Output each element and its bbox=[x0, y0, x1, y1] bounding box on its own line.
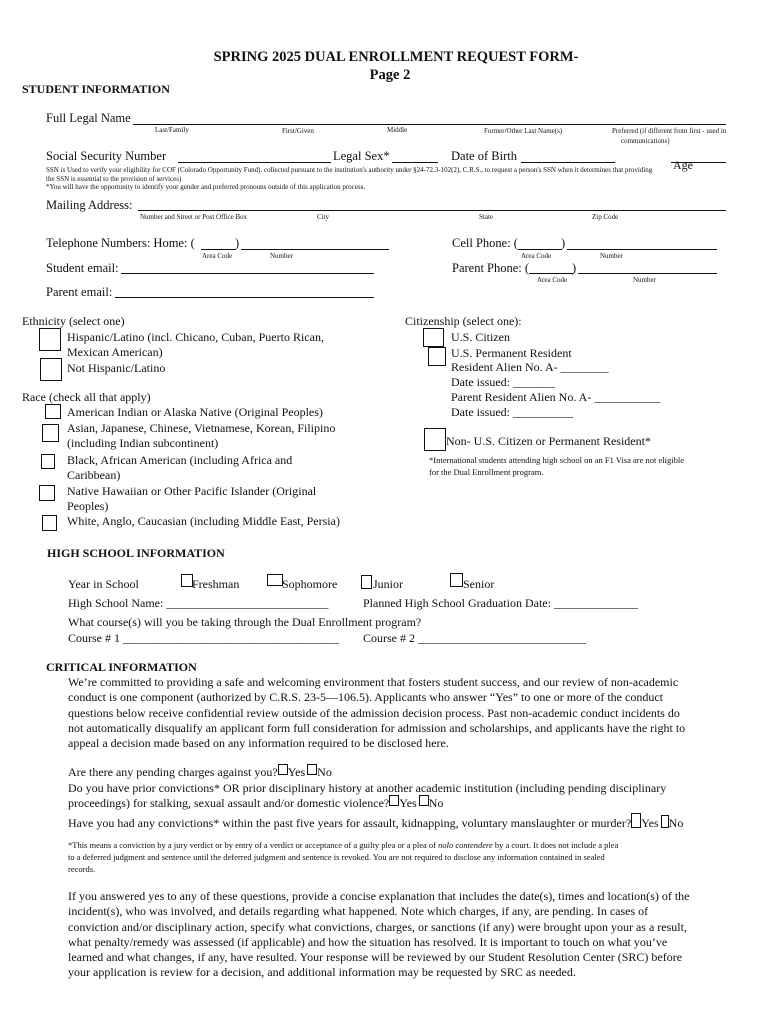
explain-line-6: your application is review for a decision, and additional information may be requested by SRC as needed. bbox=[68, 965, 576, 980]
parent-area-code-sublabel: Area Code bbox=[537, 276, 568, 284]
critical-info-heading: CRITICAL INFORMATION bbox=[46, 660, 197, 674]
conviction-note-1b: nolo contendere bbox=[438, 840, 493, 850]
date-issued-1[interactable]: Date issued: _______ bbox=[451, 375, 555, 389]
cell-phone-label: Cell Phone: ( bbox=[452, 236, 518, 250]
citizenship-non-us-label: Non- U.S. Citizen or Permanent Resident* bbox=[446, 434, 651, 448]
legal-sex-field[interactable] bbox=[392, 162, 438, 163]
explain-line-5: learned and what changes, if any, have resulted. Your response will be reviewed by our Student Resolution Center (SRC) before bbox=[68, 950, 683, 965]
conviction-note-1a: *This means a conviction by a jury verdict or by entry of a verdict or acceptance of a guilty plea or a plea of bbox=[68, 840, 439, 850]
preferred-name-sublabel-1: Preferred (if different from first - used in bbox=[612, 127, 727, 135]
race-white-checkbox[interactable] bbox=[42, 515, 57, 531]
pending-charges-no-label: No bbox=[317, 765, 332, 779]
citizenship-us-citizen-label: U.S. Citizen bbox=[451, 330, 510, 344]
ssn-note-2: the SSN is essential to the provision of services) bbox=[46, 175, 182, 183]
f1-visa-note-1: *International students attending high school on an F1 Visa are not eligible bbox=[429, 455, 684, 465]
race-black-label-1: Black, African American (including Africa and bbox=[67, 453, 293, 467]
explain-line-4: what penalty/remedy was assessed (if applicable) and how the situation has resolved. It is important to touch on what you’ve bbox=[68, 934, 668, 949]
explain-line-3: conviction and/or disciplinary action, specify what convictions, charges, or sanctions (if any) were brought upon your as a result, bbox=[68, 919, 687, 934]
sophomore-label: Sophomore bbox=[282, 577, 338, 591]
conviction-note-line-1 bbox=[68, 840, 618, 850]
junior-checkbox[interactable] bbox=[361, 575, 372, 589]
middle-name-sublabel: Middle bbox=[387, 126, 408, 134]
conviction-note-1c: by a court. It does not include a plea bbox=[492, 840, 619, 850]
critical-para-line-4: not automatically disqualify an applicant form full consideration for admission and scholarships, and applicants have the right to bbox=[68, 720, 686, 735]
dob-label: Date of Birth bbox=[451, 149, 517, 163]
home-phone-label: Telephone Numbers: Home: ( bbox=[46, 236, 195, 250]
home-area-code-sublabel: Area Code bbox=[202, 252, 233, 260]
conviction-note-line-2: to a deferred judgment and sentence until the deferred judgment and sentence is revoked. You are not required to disclose any information contained in sealed bbox=[68, 852, 605, 862]
ethnicity-not-hispanic-label: Not Hispanic/Latino bbox=[67, 361, 166, 375]
mailing-address-label: Mailing Address: bbox=[46, 198, 133, 212]
race-black-label-2: Caribbean) bbox=[67, 468, 121, 482]
critical-para-line-1: We’re committed to providing a safe and welcoming environment that fosters student success, and our review of non-academic bbox=[68, 675, 679, 689]
citizenship-permanent-resident-checkbox[interactable] bbox=[428, 347, 446, 366]
graduation-date-field[interactable]: Planned High School Graduation Date: ______________ bbox=[363, 596, 638, 610]
ethnicity-hispanic-label-1: Hispanic/Latino (incl. Chicano, Cuban, Puerto Rican, bbox=[67, 330, 324, 344]
prior-convictions-no-checkbox[interactable] bbox=[419, 795, 429, 806]
pending-charges-yes-checkbox[interactable] bbox=[278, 764, 288, 775]
home-number-sublabel: Number bbox=[270, 252, 293, 260]
parent-phone-label: Parent Phone: ( bbox=[452, 261, 530, 275]
explanation-paragraph bbox=[68, 889, 689, 981]
former-name-sublabel: Former/Other Last Name(s) bbox=[484, 127, 563, 135]
parent-phone-close-paren: ) bbox=[572, 261, 577, 275]
parent-email-field[interactable] bbox=[115, 297, 374, 298]
prior-convictions-text: proceedings) for stalking, sexual assault and/or domestic violence? bbox=[68, 796, 390, 810]
citizenship-us-citizen-checkbox[interactable] bbox=[423, 328, 444, 347]
home-phone-area-field[interactable] bbox=[201, 249, 236, 250]
course-2-field[interactable]: Course # 2 ____________________________ bbox=[363, 631, 586, 645]
parent-phone-number-field[interactable] bbox=[578, 273, 717, 274]
citizenship-label: Citizenship (select one): bbox=[405, 314, 522, 328]
home-phone-close-paren: ) bbox=[235, 236, 240, 250]
race-pacific-islander-label-2: Peoples) bbox=[67, 499, 109, 513]
parent-phone-area-field[interactable] bbox=[529, 273, 573, 274]
senior-label: Senior bbox=[463, 577, 495, 591]
preferred-name-sublabel-2: communications) bbox=[621, 137, 670, 145]
course-1-field[interactable]: Course # 1 ____________________________________ bbox=[68, 631, 339, 645]
critical-info-paragraph bbox=[68, 675, 685, 751]
critical-para-line-2: conduct is one component (authorized by C.R.S. 23-5—106.5). Applicants who answer “Yes” to one or more of the conduct bbox=[68, 690, 663, 705]
student-info-heading: STUDENT INFORMATION bbox=[22, 82, 170, 96]
mailing-address-field[interactable] bbox=[138, 210, 726, 211]
courses-question: What course(s) will you be taking through the Dual Enrollment program? bbox=[68, 615, 422, 629]
dob-field[interactable] bbox=[521, 162, 615, 163]
form-title-line1: SPRING 2025 DUAL ENROLLMENT REQUEST FORM- bbox=[213, 49, 579, 65]
race-white-label: White, Anglo, Caucasian (including Middle East, Persia) bbox=[67, 514, 340, 528]
full-name-label: Full Legal Name bbox=[46, 111, 131, 125]
pending-charges-no-checkbox[interactable] bbox=[307, 764, 317, 775]
resident-alien-number[interactable]: Resident Alien No. A- ________ bbox=[451, 360, 609, 374]
race-pacific-islander-label-1: Native Hawaiian or Other Pacific Islander (Original bbox=[67, 484, 317, 498]
ethnicity-not-hispanic-checkbox[interactable] bbox=[40, 358, 62, 381]
race-american-indian-checkbox[interactable] bbox=[45, 404, 61, 419]
recent-convictions-no-checkbox[interactable] bbox=[661, 815, 669, 828]
first-name-sublabel: First/Given bbox=[282, 127, 314, 135]
zip-sublabel: Zip Code bbox=[592, 213, 619, 221]
sophomore-checkbox[interactable] bbox=[267, 574, 283, 586]
age-field[interactable] bbox=[671, 162, 726, 163]
pending-charges-text: Are there any pending charges against you? bbox=[68, 765, 278, 779]
city-sublabel: City bbox=[317, 213, 330, 221]
senior-checkbox[interactable] bbox=[450, 573, 463, 587]
ethnicity-label: Ethnicity (select one) bbox=[22, 314, 125, 328]
parent-number-sublabel: Number bbox=[633, 276, 656, 284]
date-issued-2[interactable]: Date issued: __________ bbox=[451, 405, 573, 419]
recent-convictions-no-label: No bbox=[668, 816, 684, 830]
high-school-heading: HIGH SCHOOL INFORMATION bbox=[47, 546, 225, 560]
prior-convictions-question-line-1: Do you have prior convictions* OR prior disciplinary history at another academic institution (including pending disciplinary bbox=[68, 781, 667, 795]
pending-charges-yes-label: Yes bbox=[287, 765, 306, 779]
legal-sex-label: Legal Sex* bbox=[333, 149, 390, 163]
recent-convictions-question bbox=[68, 812, 683, 831]
street-sublabel: Number and Street or Post Office Box bbox=[140, 213, 248, 221]
race-black-checkbox[interactable] bbox=[41, 454, 55, 469]
f1-visa-note-2: for the Dual Enrollment program. bbox=[429, 467, 544, 477]
age-label: Age bbox=[673, 158, 693, 172]
freshman-label: Freshman bbox=[192, 577, 240, 591]
explain-line-1: If you answered yes to any of these questions, provide a concise explanation that includes the date(s), times and location(s) of the bbox=[68, 889, 690, 903]
citizenship-non-us-checkbox[interactable] bbox=[424, 428, 446, 451]
ssn-note-1: SSN is Used to verify your eligibility for COF (Colorado Opportunity Fund). collected pursuant to the institution's authority under §24-72.3-102(2), C.R.S., to request a person's SSN when it determines that providing bbox=[46, 166, 653, 174]
cell-phone-number-field[interactable] bbox=[567, 249, 717, 250]
cell-phone-close-paren: ) bbox=[561, 236, 566, 250]
race-pacific-islander-checkbox[interactable] bbox=[39, 485, 55, 501]
ethnicity-hispanic-checkbox[interactable] bbox=[39, 328, 61, 351]
ssn-label: Social Security Number bbox=[46, 149, 167, 163]
recent-convictions-yes-checkbox[interactable] bbox=[631, 813, 641, 828]
race-asian-label-1: Asian, Japanese, Chinese, Vietnamese, Korean, Filipino bbox=[67, 421, 336, 435]
recent-convictions-text: Have you had any convictions* within the past five years for assault, kidnapping, voluntary manslaughter or murder? bbox=[68, 816, 632, 830]
conviction-note-line-3: records. bbox=[68, 864, 96, 874]
student-email-field[interactable] bbox=[121, 273, 374, 274]
explain-line-2: incident(s), who was involved, and details regarding what happened. Note which charges, if any, are pending. In cases of bbox=[68, 904, 649, 919]
prior-convictions-no-label: No bbox=[428, 796, 444, 810]
ssn-note-3: *You will have the opportunity to identify your gender and preferred pronouns outside of this application process. bbox=[46, 183, 366, 191]
student-email-label: Student email: bbox=[46, 261, 119, 275]
full-name-field[interactable] bbox=[133, 124, 726, 125]
race-asian-checkbox[interactable] bbox=[42, 424, 59, 442]
critical-para-line-3: questions below receive confidential review outside of the admission decision process. Past non-academic conduct incidents do bbox=[68, 705, 680, 720]
cell-area-code-sublabel: Area Code bbox=[521, 252, 552, 260]
recent-convictions-yes-label: Yes bbox=[641, 816, 659, 830]
year-in-school-label: Year in School bbox=[68, 577, 139, 591]
parent-email-label: Parent email: bbox=[46, 285, 113, 299]
pending-charges-question bbox=[68, 765, 332, 780]
junior-label: Junior bbox=[373, 577, 403, 591]
cell-number-sublabel: Number bbox=[600, 252, 623, 260]
citizenship-permanent-resident-label: U.S. Permanent Resident bbox=[451, 346, 572, 360]
prior-convictions-question-line-2 bbox=[68, 796, 443, 811]
form-title bbox=[0, 49, 770, 84]
prior-convictions-yes-checkbox[interactable] bbox=[389, 795, 399, 806]
cell-phone-area-field[interactable] bbox=[518, 249, 562, 250]
last-name-sublabel: Last/Family bbox=[155, 126, 189, 134]
home-phone-number-field[interactable] bbox=[241, 249, 389, 250]
race-asian-label-2: (including Indian subcontinent) bbox=[67, 436, 219, 450]
prior-convictions-yes-label: Yes bbox=[399, 796, 417, 810]
parent-resident-alien-number[interactable]: Parent Resident Alien No. A- ___________ bbox=[451, 390, 661, 404]
high-school-name-field[interactable]: High School Name: ___________________________ bbox=[68, 596, 329, 610]
state-sublabel: State bbox=[479, 213, 493, 221]
critical-para-line-5: appeal a decision made based on any information required to be disclosed here. bbox=[68, 736, 449, 751]
race-american-indian-label: American Indian or Alaska Native (Original Peoples) bbox=[67, 405, 323, 419]
ethnicity-hispanic-label-2: Mexican American) bbox=[67, 345, 163, 359]
form-title-line2: Page 2 bbox=[369, 67, 411, 83]
race-label: Race (check all that apply) bbox=[22, 390, 151, 404]
ssn-field[interactable] bbox=[178, 162, 331, 163]
